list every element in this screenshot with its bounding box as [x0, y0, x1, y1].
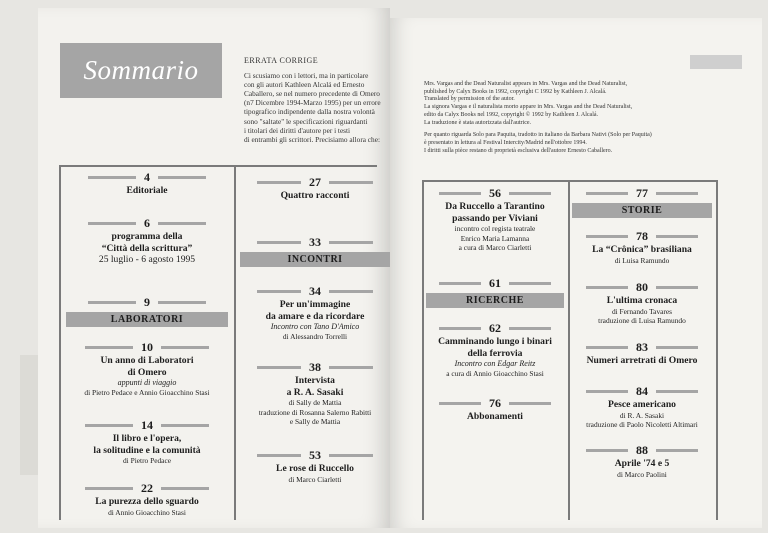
entry-author: a cura di Annio Gioacchino Stasi — [446, 369, 544, 378]
entry-dates: 25 luglio - 6 agosto 1995 — [98, 254, 196, 265]
page-number: 34 — [309, 284, 321, 298]
errata-title: ERRATA CORRIGE — [244, 56, 319, 65]
errata-corrige — [244, 56, 394, 144]
page-number: 9 — [144, 295, 150, 309]
toc-section — [572, 186, 712, 218]
entry-title: Le rose di Ruccello — [276, 463, 354, 474]
entry-author: di Pietro Pedace e Annio Gioacchino Stasi — [84, 388, 210, 397]
page-number: 61 — [489, 276, 501, 290]
toc-entry — [66, 418, 228, 466]
copyright-line: I diritti sulla pièce restano di proprietà esclusiva dell'autore Ernesto Caballero. — [424, 147, 613, 154]
page-number: 38 — [309, 360, 321, 374]
entry-author: di Pietro Pedace — [122, 456, 172, 465]
entry-title: Abbonamenti — [467, 411, 523, 422]
page-number: 10 — [141, 340, 153, 354]
entry-title: Da Ruccello a Tarantino — [445, 201, 545, 212]
page-title: Sommario — [83, 55, 199, 85]
frame-right-inner — [422, 180, 424, 520]
entry-title: passando per Viviani — [452, 212, 538, 224]
toc-entry — [240, 175, 390, 202]
errata-line: i titolari dei diritti d'autore per i testi — [244, 125, 351, 135]
toc-entry — [572, 280, 712, 326]
errata-line: Ci scusiamo con i lettori, ma in particolare — [244, 71, 369, 81]
entry-author: a cura di Marco Ciarletti — [458, 243, 532, 252]
entry-title: Quattro racconti — [280, 190, 350, 201]
entry-title: Per un'immagine — [279, 299, 351, 310]
frame-right — [716, 180, 718, 520]
sommario-header — [60, 43, 222, 98]
entry-author: di Fernando Tavares — [611, 306, 673, 316]
toc-entry — [572, 229, 712, 265]
errata-line: tipografico indipendente dalla nostra volontà — [244, 107, 375, 117]
entry-title: La “Crônica” brasiliana — [592, 244, 692, 255]
toc-section — [426, 276, 564, 308]
toc-entry — [240, 284, 390, 342]
entry-title: da amare e da ricordare — [265, 310, 365, 322]
toc-entry — [572, 384, 712, 430]
entry-author: di Annio Gioacchino Stasi — [108, 507, 186, 517]
entry-title: Editoriale — [126, 185, 168, 196]
copyright-line: edito da Calyx Books nel 1992, copyright © 1992 by Kathleen J. Alcalá. — [424, 111, 599, 118]
page-number: 77 — [636, 186, 648, 200]
entry-author: incontro col regista teatrale — [454, 224, 536, 233]
page-number: 33 — [309, 235, 321, 249]
toc-entry — [426, 321, 564, 379]
copyright-line: published by Calyx Books in 1992, copyright C 1992 by Kathleen J. Alcalá. — [424, 88, 607, 95]
frame-left — [59, 165, 61, 520]
errata-line: con gli autori Kathleen Alcalá ed Ernesto — [244, 80, 365, 90]
entry-author: di Alessandro Torrelli — [282, 332, 348, 341]
page-number: 27 — [309, 175, 321, 189]
entry-title: di Omero — [127, 366, 167, 378]
entry-title: Il libro e l'opera, — [112, 433, 182, 444]
entry-author: di Luisa Ramundo — [614, 255, 670, 265]
toc-entry — [240, 360, 390, 427]
entry-translator: traduzione di Paolo Nicoletti Altimari — [586, 420, 698, 429]
page-number: 78 — [636, 229, 648, 243]
section-label: LABORATORI — [66, 312, 228, 327]
section-label: INCONTRI — [240, 252, 390, 267]
toc-entry — [66, 481, 228, 517]
toc-entry — [572, 340, 712, 367]
entry-subtitle: Incontro con Edgar Reitz — [454, 359, 536, 368]
entry-title: La purezza dello sguardo — [95, 496, 199, 507]
toc-entry — [426, 186, 564, 253]
errata-line: sono "saltate" le specificazioni riguardanti — [244, 116, 368, 126]
entry-title: Pesce americano — [608, 399, 676, 410]
entry-author: di R. A. Sasaki — [619, 410, 665, 420]
page-number: 62 — [489, 321, 501, 335]
copyright-line: Per quanto riguarda Solo para Paquita, tradotto in italiano da Barbara Nativi (Solo per Paquita) — [424, 132, 652, 139]
entry-title: Camminando lungo i binari — [438, 336, 552, 347]
errata-line: Caballero, se nel numero precedente di Omero — [244, 89, 380, 99]
entry-author: Enrico Maria Lamanna — [460, 233, 530, 243]
entry-translator: traduzione di Rosanna Salerno Rabitti — [258, 407, 372, 417]
entry-translator: e Sally de Mattia — [289, 417, 341, 426]
entry-title: Un anno di Laboratori — [100, 355, 194, 366]
entry-title: programma della — [111, 231, 183, 242]
entry-author: di Marco Ciarletti — [288, 474, 342, 484]
copyright-line: è presentato in lettura al Festival Intercity/Madrid nell'ottobre 1994. — [424, 139, 587, 146]
copyright-line: La signora Vargas e il naturalista morto appare in Mrs. Vargas and the Dead Naturalist, — [424, 104, 633, 111]
page-number: 83 — [636, 340, 648, 354]
entry-title: della ferrovia — [467, 347, 523, 359]
frame-divider-left — [234, 165, 236, 520]
toc-entry — [66, 340, 228, 398]
entry-title: “Città della scrittura” — [101, 242, 193, 254]
toc-section — [240, 235, 390, 267]
entry-title: L'ultima cronaca — [606, 295, 678, 306]
page-number: 84 — [636, 384, 648, 398]
copyright-line: La traduzione è stata autorizzata dall'autrice. — [424, 119, 532, 126]
page-number: 14 — [141, 418, 153, 432]
entry-subtitle: Incontro con Tano D'Amico — [270, 322, 360, 331]
page-number: 4 — [144, 170, 150, 184]
entry-title: Numeri arretrati di Omero — [586, 355, 698, 366]
copyright-notice — [424, 81, 724, 155]
entry-title: a R. A. Sasaki — [286, 386, 344, 398]
frame-divider-right — [568, 180, 570, 520]
toc-entry — [240, 448, 390, 484]
page-number: 76 — [489, 396, 501, 410]
entry-author: di Sally de Mattia — [288, 398, 342, 407]
entry-title: la solitudine e la comunità — [93, 444, 201, 456]
entry-subtitle: appunti di viaggio — [117, 378, 177, 387]
entry-translator: traduzione di Luisa Ramundo — [598, 316, 686, 325]
entry-title: Intervista — [295, 375, 335, 386]
entry-title: Aprile '74 e 5 — [614, 458, 670, 469]
page-number: 56 — [489, 186, 501, 200]
copyright-line: Translated by permission of the autor. — [424, 96, 515, 103]
page-number: 6 — [144, 216, 150, 230]
errata-line: (n7 Dicembre 1994-Marzo 1995) per un errore — [244, 98, 381, 108]
toc-entry — [66, 216, 228, 266]
page-number: 88 — [636, 443, 648, 457]
section-label: STORIE — [572, 203, 712, 218]
frame-top-right — [422, 180, 718, 182]
entry-author: di Marco Paolini — [617, 469, 667, 479]
page-number: 22 — [141, 481, 153, 495]
errata-line: di entrambi gli scrittori. Precisiamo allora che: — [244, 134, 380, 144]
page-number: 53 — [309, 448, 321, 462]
copyright-line: Mrs. Vargas and the Dead Naturalist appears in Mrs. Vargas and the Dead Naturalist, — [424, 81, 628, 87]
section-label: RICERCHE — [426, 293, 564, 308]
toc-entry — [426, 396, 564, 423]
corner-tab — [690, 55, 742, 69]
toc-entry — [66, 170, 228, 197]
toc-entry — [572, 443, 712, 479]
page-number: 80 — [636, 280, 648, 294]
frame-top-left — [59, 165, 377, 167]
toc-section — [66, 295, 228, 327]
